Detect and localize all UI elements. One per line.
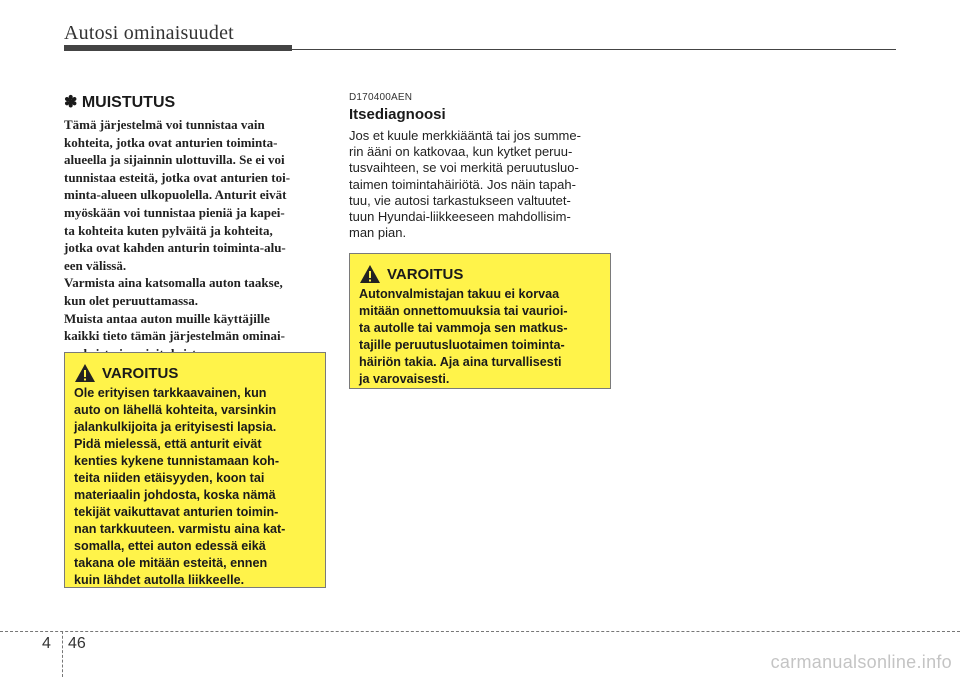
warning-triangle-icon xyxy=(74,363,96,383)
body-line: man pian. xyxy=(349,225,407,241)
body-line: tuu, vie autosi tarkastukseen valtuutet- xyxy=(349,192,571,208)
warning-line: ta autolle tai vammoja sen matkus- xyxy=(359,321,568,335)
warning-line: somalla, ettei auton edessä eikä xyxy=(74,539,266,553)
notice-line: kohteita, jotka ovat anturien toiminta- xyxy=(64,134,278,150)
warning-line: häiriön takia. Aja aina turvallisesti xyxy=(359,355,562,369)
warning-line: ja varovaisesti. xyxy=(359,372,450,386)
body-line: taimen toimintahäiriötä. Jos näin tapah- xyxy=(349,176,576,192)
page-number: 46 xyxy=(68,635,86,652)
warning-line: teita niiden etäisyyden, koon tai xyxy=(74,471,265,485)
notice-heading: ✽ MUISTUTUS xyxy=(64,94,176,111)
notice-line: jotka ovat kahden anturin toiminta-alu- xyxy=(64,240,286,256)
body-line: Jos et kuule merkkiääntä tai jos summe- xyxy=(349,128,581,143)
chapter-number: 4 xyxy=(42,635,51,652)
warning-triangle-icon xyxy=(359,264,381,284)
header-title: Autosi ominaisuudet xyxy=(64,22,234,44)
notice-line: myöskään voi tunnistaa pieniä ja kapei- xyxy=(64,204,285,220)
warning-line: materiaalin johdosta, koska nämä xyxy=(74,488,276,502)
warning-line: nan tarkkuuteen. varmistu aina kat- xyxy=(74,522,286,536)
footer-rule xyxy=(0,631,960,632)
notice-line: minta-alueen ulkopuolella. Anturit eivät xyxy=(64,187,287,203)
section-body xyxy=(349,128,611,241)
warning-line: tajille peruutusluotaimen toiminta- xyxy=(359,338,565,352)
section-title: Itsediagnoosi xyxy=(349,106,446,123)
warning-line: kenties kykene tunnistamaan koh- xyxy=(74,454,280,468)
notice-body xyxy=(64,116,326,362)
notice-line: kun olet peruuttamassa. xyxy=(64,292,198,308)
body-line: tuun Hyundai-liikkeeseen mahdollisim- xyxy=(349,209,571,225)
warning-title: VAROITUS xyxy=(387,265,464,283)
warning-line: jalankulkijoita ja erityisesti lapsia. xyxy=(74,420,277,434)
notice-line: Varmista aina katsomalla auton taakse, xyxy=(64,275,283,291)
warning-line: tekijät vaikuttavat anturien toimin- xyxy=(74,505,279,519)
notice-line: kaikki tieto tämän järjestelmän ominai- xyxy=(64,328,285,344)
warning-box-right xyxy=(349,253,611,389)
header-rule xyxy=(64,49,896,50)
warning-line: Autonvalmistajan takuu ei korvaa xyxy=(359,287,560,301)
notice-line: Tämä järjestelmä voi tunnistaa vain xyxy=(64,117,265,132)
warning-line: Pidä mielessä, että anturit eivät xyxy=(74,437,262,451)
warning-box-left xyxy=(64,352,326,588)
notice-line: een välissä. xyxy=(64,257,127,273)
warning-line: auto on lähellä kohteita, varsinkin xyxy=(74,403,277,417)
notice-line: alueella ja sijainnin ulottuvilla. Se ei voi xyxy=(64,152,285,168)
warning-text xyxy=(74,385,317,589)
notice-line: tunnistaa esteitä, jotka ovat anturien toi- xyxy=(64,169,291,185)
self-diagnosis-section xyxy=(349,92,611,241)
watermark: carmanualsonline.info xyxy=(770,652,952,672)
warning-line: takana ole mitään esteitä, ennen xyxy=(74,556,268,570)
warning-text xyxy=(359,286,602,388)
body-line: rin ääni on katkovaa, kun kytket peruu- xyxy=(349,144,573,160)
warning-title: VAROITUS xyxy=(102,364,179,382)
warning-line: mitään onnettomuuksia tai vaurioi- xyxy=(359,304,568,318)
footer-divider xyxy=(62,631,63,677)
section-code: D170400AEN xyxy=(349,92,413,103)
warning-line: Ole erityisen tarkkaavainen, kun xyxy=(74,386,267,400)
warning-line: kuin lähdet autolla liikkeelle. xyxy=(74,573,245,587)
notice-line: ta kohteita kuten pylväitä ja kohteita, xyxy=(64,222,273,238)
body-line: tusvaihteen, se voi merkitä peruutusluo- xyxy=(349,160,579,176)
notice-section xyxy=(64,92,326,362)
notice-line: Muista antaa auton muille käyttäjille xyxy=(64,310,270,326)
header-rule-thick xyxy=(64,45,292,51)
